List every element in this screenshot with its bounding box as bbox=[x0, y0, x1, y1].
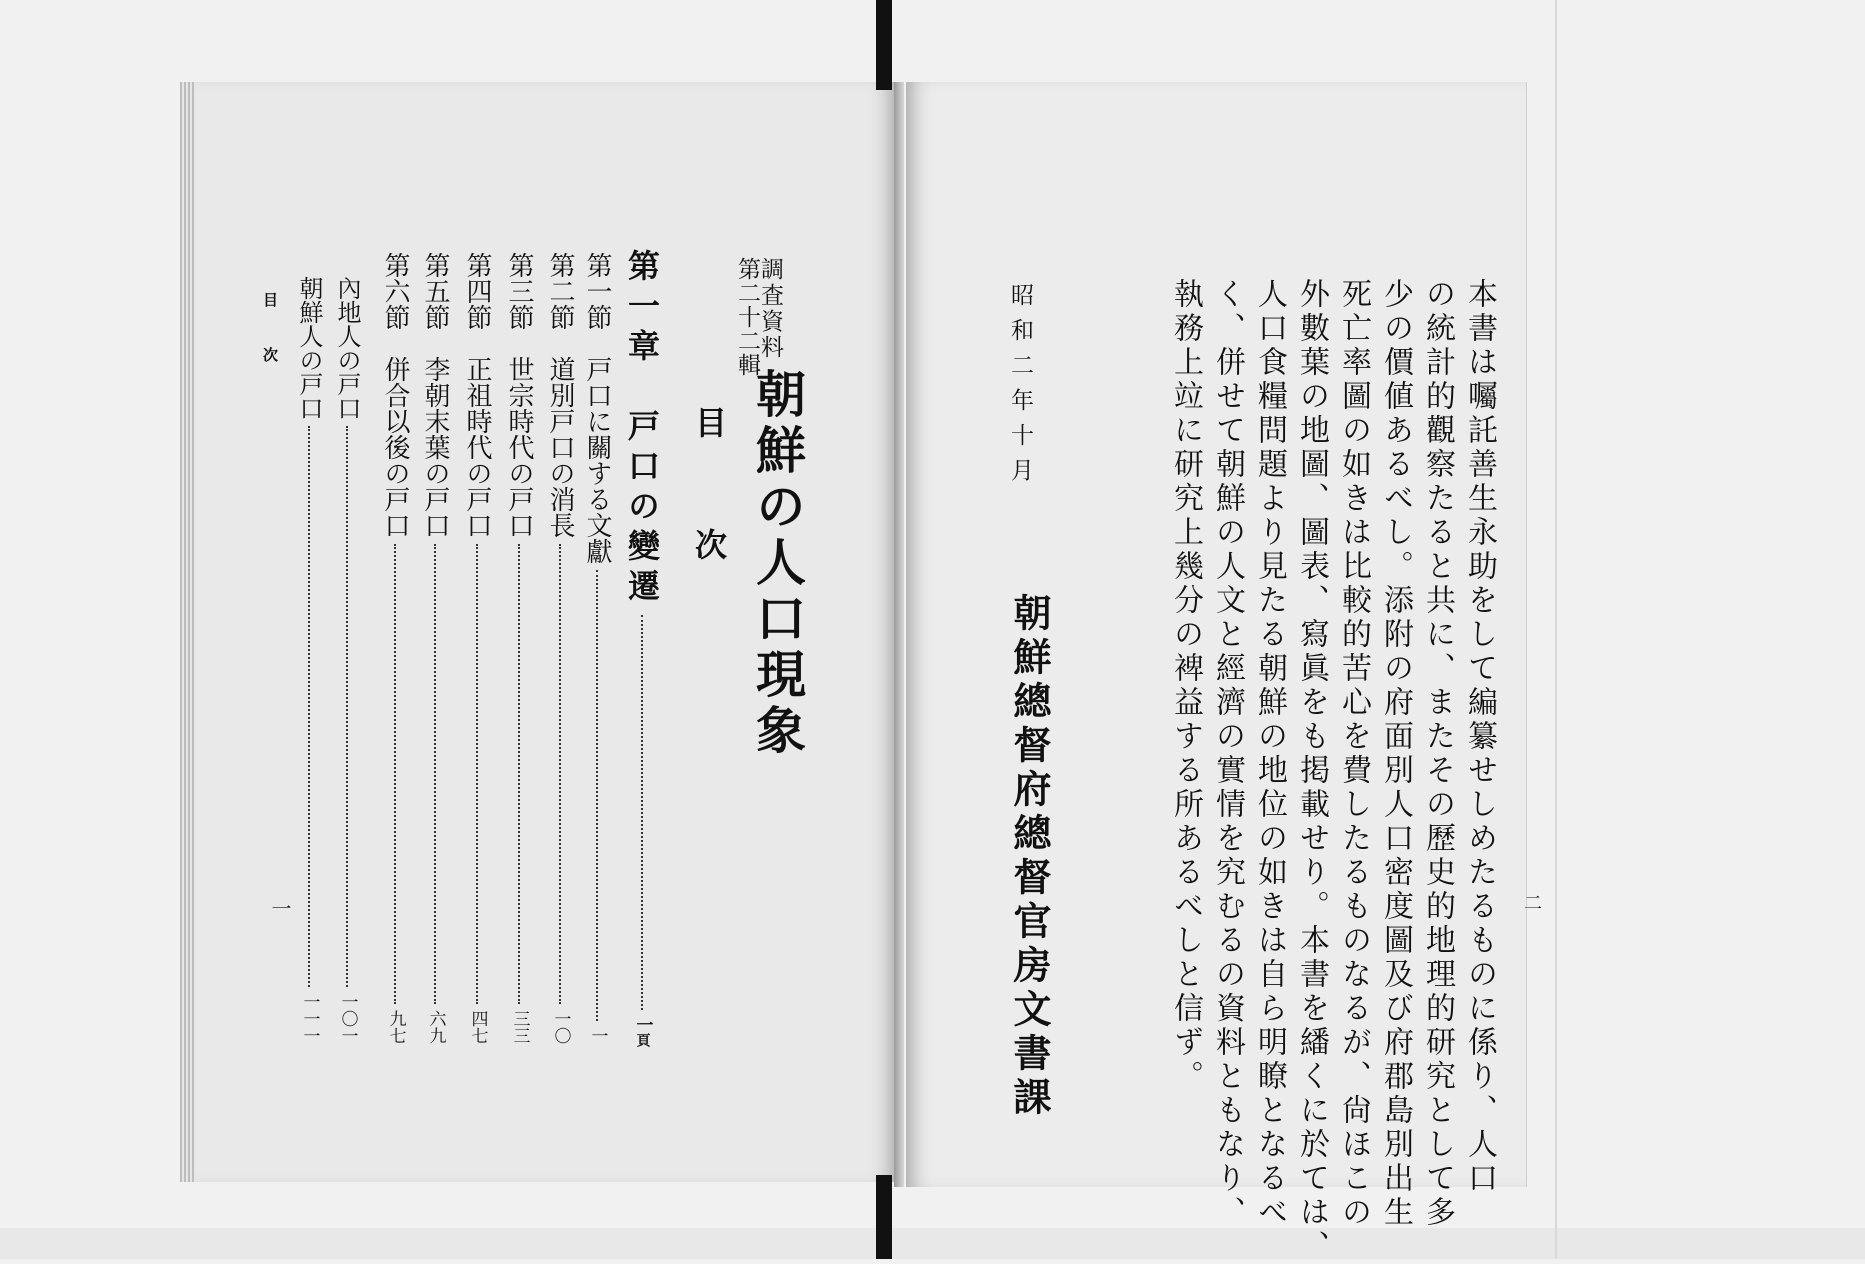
toc-subsection-entry[interactable] bbox=[333, 276, 361, 1044]
preface-column: 人口食糧問題より見たる朝鮮の地位の如きは自ら明瞭となるべ bbox=[1252, 278, 1287, 1230]
preface-column: 外數葉の地圖、圖表、寫眞をも掲載せり。本書を繙くに於ては、 bbox=[1294, 278, 1329, 1264]
right-page-folio: 二 bbox=[1521, 893, 1542, 911]
toc-leader-dots bbox=[346, 426, 348, 987]
preface-column: 本書は囑託善生永助をして編纂せしめたるものに係り、人口 bbox=[1462, 278, 1497, 1196]
toc-entry-label: 第三節 世宗時代の戸口 bbox=[504, 252, 534, 538]
toc-entry-label: 朝鮮人の戸口 bbox=[295, 276, 323, 420]
toc-page-number: 三三 bbox=[509, 1010, 530, 1044]
toc-section-entry[interactable] bbox=[420, 252, 450, 1044]
toc-leader-dots bbox=[308, 426, 310, 987]
toc-page-number: 九七 bbox=[385, 1010, 406, 1044]
toc-page-number: 一頁 bbox=[632, 1016, 653, 1047]
series-number: 第二十二輯 bbox=[734, 257, 760, 377]
scan-bottom-strip bbox=[0, 1228, 1865, 1259]
preface-column: 少の價値あるべし。添附の府面別人口密度圖及び府郡島別出生 bbox=[1378, 278, 1413, 1230]
toc-leader-dots bbox=[434, 544, 436, 1004]
preface-column: く、併せて朝鮮の人文と經濟の實情を究むるの資料ともなり、 bbox=[1210, 278, 1245, 1230]
toc-page-number: 四七 bbox=[467, 1010, 488, 1044]
toc-leader-dots bbox=[559, 544, 561, 1004]
toc-page-number: 一〇 bbox=[550, 1010, 571, 1044]
book-gutter bbox=[894, 82, 904, 1187]
toc-section-entry[interactable] bbox=[545, 252, 575, 1044]
toc-leader-dots bbox=[394, 544, 396, 1004]
toc-entry-label: 第四節 正祖時代の戸口 bbox=[462, 252, 492, 538]
preface-date: 昭和二年十月 bbox=[1007, 283, 1033, 493]
toc-section-entry[interactable] bbox=[462, 252, 492, 1044]
preface-column: の統計的觀察たると共に、またその歷史的地理的研究として多 bbox=[1420, 278, 1455, 1230]
toc-subsection-entry[interactable] bbox=[295, 276, 323, 1044]
toc-leader-dots bbox=[476, 544, 478, 1004]
preface-column: 死亡率圖の如きは比較的苦心を費したるものなるが、尙ほこの bbox=[1336, 278, 1371, 1230]
toc-chapter-entry[interactable] bbox=[624, 249, 660, 1047]
scan-edge-line bbox=[1555, 0, 1557, 1259]
series-label: 調査資料 bbox=[757, 257, 783, 361]
toc-heading: 目次 bbox=[690, 406, 728, 650]
toc-leader-dots bbox=[641, 615, 643, 1010]
toc-entry-label: 第一章 戸口の變遷 bbox=[623, 249, 661, 609]
spine-binding-bottom bbox=[876, 1175, 892, 1259]
toc-leader-dots bbox=[518, 544, 520, 1004]
toc-entry-label: 第二節 道別戸口の消長 bbox=[545, 252, 575, 538]
toc-section-entry[interactable] bbox=[380, 252, 410, 1044]
toc-entry-label: 第一節 戸口に關する文獻 bbox=[582, 252, 612, 564]
toc-page-number: 一 bbox=[587, 1027, 608, 1044]
toc-section-entry[interactable] bbox=[582, 252, 612, 1044]
book-title: 朝鮮の人口現象 bbox=[748, 368, 807, 760]
left-page-folio: 一 bbox=[268, 898, 292, 918]
issuing-organization: 朝鮮總督府總督官房文書課 bbox=[1007, 593, 1052, 1121]
toc-section-entry[interactable] bbox=[504, 252, 534, 1044]
toc-entry-label: 第六節 併合以後の戸口 bbox=[380, 252, 410, 538]
preface-column: 執務上竝に研究上幾分の裨益する所あるべしと信ず。 bbox=[1168, 278, 1203, 1094]
toc-page-number: 一〇一 bbox=[337, 993, 358, 1044]
toc-page-number: 一一一 bbox=[299, 993, 320, 1044]
toc-entry-label: 內地人の戸口 bbox=[333, 276, 361, 420]
running-head: 目次 bbox=[261, 292, 279, 402]
toc-page-number: 六九 bbox=[425, 1010, 446, 1044]
toc-entry-label: 第五節 李朝末葉の戸口 bbox=[420, 252, 450, 538]
spine-binding-top bbox=[876, 0, 892, 90]
toc-leader-dots bbox=[596, 570, 598, 1021]
